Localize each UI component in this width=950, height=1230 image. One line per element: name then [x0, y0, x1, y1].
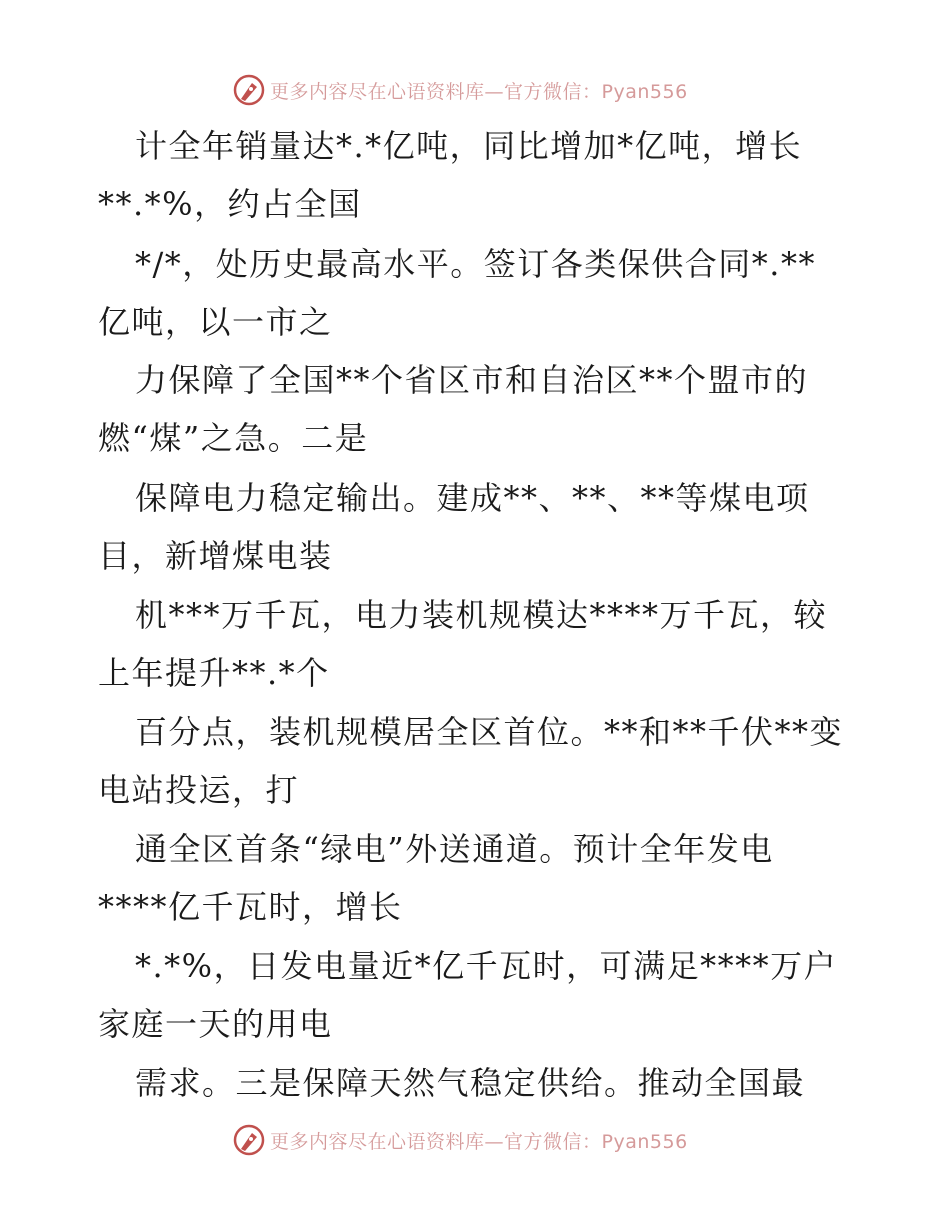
text-line: 家庭一天的用电: [98, 1005, 333, 1043]
text-line: *.*%，日发电量近*亿千瓦时，可满足****万户: [135, 947, 838, 985]
text-line: 需求。三是保障天然气稳定供给。推动全国最: [135, 1064, 806, 1102]
text-line: 电站投运，打: [98, 771, 300, 809]
watermark-text: 更多内容尽在心语资料库—官方微信：Pyan556: [270, 1130, 688, 1153]
text-line: 燃“煤”之急。二是: [98, 419, 369, 457]
footer-watermark: [232, 1122, 688, 1158]
text-line: 计全年销量达*.*亿吨，同比增加*亿吨，增长: [135, 127, 803, 165]
text-line: */*，处历史最高水平。签订各类保供合同*.**: [135, 245, 816, 283]
pen-nib-circle-icon: [232, 1123, 266, 1157]
text-line: 机***万千瓦，电力装机规模达****万千瓦，较: [135, 596, 828, 634]
text-line: 目，新增煤电装: [98, 537, 333, 575]
text-line: 保障电力稳定输出。建成**、**、**等煤电项: [135, 479, 810, 517]
text-line: 上年提升**.*个: [98, 654, 330, 692]
text-line: ****亿千瓦时，增长: [98, 888, 403, 926]
header-watermark: [232, 72, 688, 108]
text-line: 通全区首条“绿电”外送通道。预计全年发电: [135, 830, 774, 868]
text-line: **.*%，约占全国: [98, 185, 362, 223]
text-line: 力保障了全国**个省区市和自治区**个盟市的: [135, 361, 809, 399]
watermark-text: 更多内容尽在心语资料库—官方微信：Pyan556: [270, 80, 688, 103]
text-line: 亿吨，以一市之: [98, 303, 333, 341]
pen-nib-circle-icon: [232, 73, 266, 107]
text-line: 百分点，装机规模居全区首位。**和**千伏**变: [135, 713, 844, 751]
